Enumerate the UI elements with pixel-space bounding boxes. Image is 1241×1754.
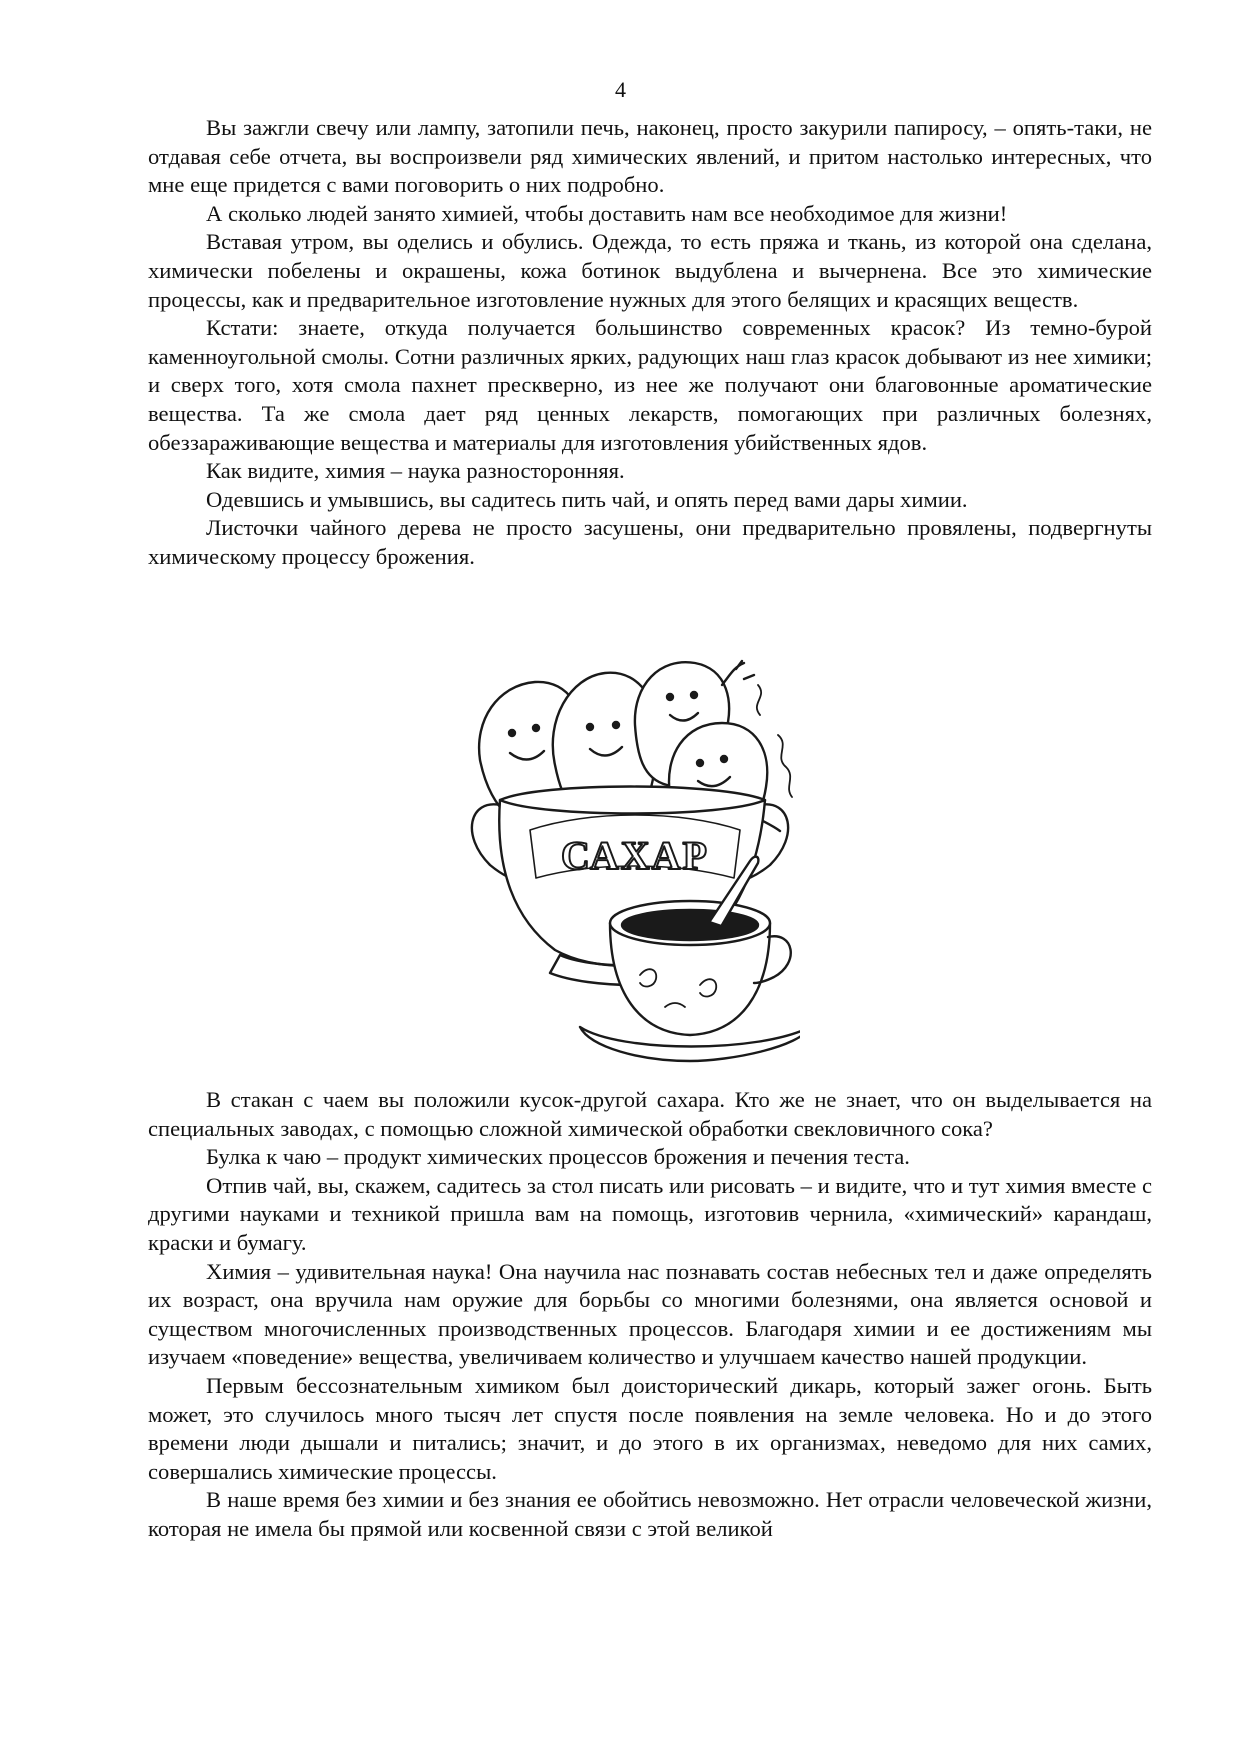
paragraph: Первым бессознательным химиком был доисторический дикарь, который зажег огонь. Быть может, это случилось много тысяч лет спустя после появления на земле человека. Но и до этого времени люди дышали и питались; значит, и до этого в их организмах, неведомо для них самих, совершались химические процессы. [148,1372,1152,1484]
paragraph: Химия – удивительная наука! Она научила нас познавать состав небесных тел и даже определять их возраст, она вручила нам оружие для борьбы со многими болезнями, она является основой и существом многочисленных производственных процессов. Благодаря химии и ее достижениям мы изучаем «поведение» вещества, увеличиваем количество и улучшаем качество нашей продукции. [148,1258,1152,1370]
paragraph: Булка к чаю – продукт химических процессов брожения и печения теста. [206,1144,910,1170]
paragraph: Вы зажгли свечу или лампу, затопили печь, наконец, просто закурили папиросу, – опять-таки, не отдавая себе отчета, вы воспроизвели ряд химических явлений, и притом настолько интересных, что мне еще придется с вами поговорить о них подробно. [148,115,1152,198]
paragraph: Отпив чай, вы, скажем, садитесь за стол писать или рисовать – и видите, что и тут химия вместе с другими науками и техникой пришла вам на помощь, изготовив чернила, «химический» карандаш, краски и бумагу. [148,1172,1152,1255]
sugar-bowl-illustration [460,655,800,1070]
paragraph: Листочки чайного дерева не просто засушены, они предварительно провялены, подвергнуты химическому процессу брожения. [148,515,1152,569]
paragraph: А сколько людей занято химией, чтобы доставить нам все необходимое для жизни! [206,200,1008,226]
paragraph: Одевшись и умывшись, вы садитесь пить чай, и опять перед вами дары химии. [206,486,968,512]
text-block-top [148,114,1152,572]
paragraph: Как видите, химия – наука разносторонняя. [206,458,625,484]
text-block-bottom [148,1086,1152,1544]
paragraph: Вставая утром, вы оделись и обулись. Одежда, то есть пряжа и ткань, из которой она сделана, химически побелены и окрашены, кожа ботинок выдублена и вычернена. Все это химические процессы, как и предварительное изготовление нужных для этого белящих и красящих веществ. [148,229,1152,312]
paragraph: В стакан с чаем вы положили кусок-другой сахара. Кто же не знает, что он выделывается на специальных заводах, с помощью сложной химической обработки свекловичного сока? [148,1087,1152,1141]
paragraph: В наше время без химии и без знания ее обойтись невозможно. Нет отрасли человеческой жизни, которая не имела бы прямой или косвенной связи с этой великой [148,1487,1152,1541]
paragraph: Кстати: знаете, откуда получается большинство современных красок? Из темно-бурой каменноугольной смолы. Сотни различных ярких, радующих наш глаз красок добывают из нее химики; и сверх того, хотя смола пахнет прескверно, из нее же получают они благовонные ароматические вещества. Та же смола дает ряд ценных лекарств, помогающих при различных болезнях, обеззараживающие вещества и материалы для изготовления убийственных ядов. [148,315,1152,455]
page-number: 4 [615,77,626,102]
bowl-label: САХАР [561,833,709,878]
